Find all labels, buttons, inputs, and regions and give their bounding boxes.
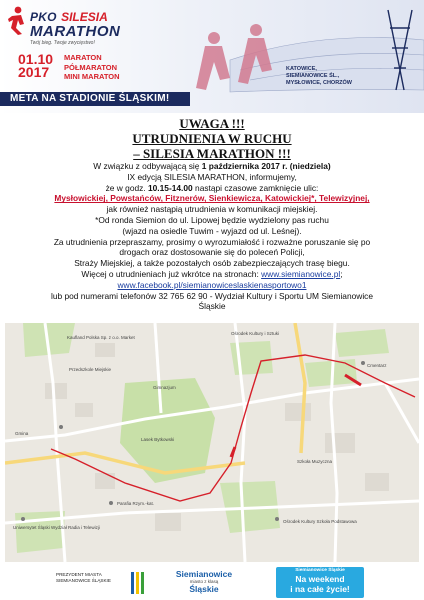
route-map — [5, 323, 419, 562]
notice-date: 1 października 2017 r. (niedziela) — [201, 161, 331, 171]
map-label: Przedszkole Miejskie — [69, 367, 112, 372]
map-label: Ośrodek Kultury i Sztuki — [231, 331, 280, 336]
notice-content — [6, 116, 418, 312]
map-label: Uniwersytet Śląski Wydział Radia i Telewizji — [13, 525, 100, 530]
brand-marathon: MARATHON — [30, 23, 121, 40]
mayor-logo — [56, 572, 144, 594]
city-line: KATOWICE, — [286, 66, 317, 72]
weekend-promo-city: Siemianowice Śląskie — [295, 568, 345, 573]
notice-line: Śląskie — [198, 301, 226, 312]
notice-hours: 10.15-14.00 — [147, 182, 193, 193]
notice-line: IX edycją SILESIA MARATHON, informujemy, — [127, 171, 297, 182]
city-line: MYSŁOWICE, CHORZÓW — [286, 80, 352, 86]
finish-line-banner: META NA STADIONIE ŚLĄSKIM! — [0, 92, 190, 106]
map-label: Ośrodek Kultury Szkoła Podstawowa — [283, 519, 357, 524]
brand-logo — [30, 8, 120, 46]
notice-text: W związku z odbywającą się — [93, 161, 202, 171]
siemianowice-logo — [175, 570, 233, 596]
notice-line — [6, 161, 418, 172]
city-website-link[interactable]: www.siemianowice.pl — [261, 268, 341, 279]
event-banner — [0, 0, 424, 113]
notice-line: jak również nastąpią utrudnienia w komunikacji miejskiej. — [106, 204, 318, 215]
siemianowice-logo-region: Śląskie — [189, 584, 219, 594]
event-date-day: 01.10 — [18, 51, 54, 67]
brand-tagline: Twój bieg. Twoje zwycięstwo! — [30, 40, 95, 46]
notice-line: (wjazd na osiedle Tuwim - wyjazd od ul. Leśnej). — [122, 225, 302, 236]
city-line: SIEMIANOWICE ŚL., — [286, 73, 340, 79]
notice-text: Więcej o utrudnieniach już wkrótce na stronach: — [81, 268, 262, 279]
event-date — [18, 53, 53, 79]
notice-line — [6, 183, 418, 194]
mayor-logo-line2: SIEMIANOWICE ŚLĄSKIE — [56, 578, 111, 583]
notice-heading-warning: UWAGA !!! — [179, 116, 245, 131]
notice-text: nastąpi czasowe zamknięcie ulic: — [192, 182, 319, 193]
weekend-promo-line2: i na całe życie! — [290, 584, 350, 594]
notice-line — [6, 280, 418, 291]
weekend-promo-logo — [276, 567, 364, 598]
sponsor-logos — [0, 564, 424, 600]
notice-line: Straży Miejskiej, a także pozostałych osób zabezpieczających trasę biegu. — [74, 258, 350, 269]
notice-line: drogach oraz dostosowanie się do poleceń Policji, — [119, 247, 305, 258]
map-label: Parafia Rzym.-kat. — [117, 501, 155, 506]
notice-line: Za utrudnienia przepraszamy, prosimy o wyrozumiałość i rozważne poruszanie się po — [53, 236, 371, 247]
notice-heading-event: – SILESIA MARATHON !!! — [133, 146, 291, 161]
map-label: Gmina — [15, 431, 29, 436]
event-category: MINI MARATON — [64, 72, 120, 81]
notice-line — [6, 269, 418, 280]
brand-silesia: SILESIA — [61, 10, 108, 24]
notice-text: że w godz. — [105, 182, 148, 193]
facebook-link[interactable]: www.facebook.pl/siemianowiceslaskienasportowo1 — [117, 279, 307, 290]
map-label: Lasek Bytkowski — [141, 437, 175, 442]
brand-pko: PKO — [30, 10, 57, 24]
notice-line: lub pod numerami telefonów 32 765 62 90 - Wydział Kultury i Sportu UM Siemianowice — [50, 290, 374, 301]
notice-line: *Od ronda Siemion do ul. Lipowej będzie wydzielony pas ruchu — [95, 214, 329, 225]
event-category: MARATON — [64, 53, 102, 62]
event-categories — [64, 53, 120, 82]
event-cities — [286, 66, 352, 87]
closed-streets: Mysłowickiej, Powstańców, Fitznerów, Sienkiewicza, Katowickiej*, Telewizyjnej, — [54, 193, 370, 204]
notice-text: ; — [340, 268, 343, 279]
map-label: Gimnazjum — [153, 385, 176, 390]
siemianowice-logo-name: Siemianowice — [175, 569, 233, 579]
map-label: Kaufland Polska Sp. z o.o. Market — [67, 335, 135, 340]
city-colors-icon — [130, 572, 146, 594]
route-map-graphic — [5, 323, 419, 562]
event-category: PÓŁMARATON — [64, 62, 118, 72]
map-label: Cmentarz — [367, 363, 387, 368]
notice-heading-traffic: UTRUDNIENIA W RUCHU — [132, 131, 292, 146]
runner-logo-icon — [6, 6, 28, 36]
event-date-year: 2017 — [18, 64, 50, 80]
map-label: Szkoła Muzyczna — [297, 459, 333, 464]
weekend-promo-line1: Na weekend — [295, 574, 345, 584]
mayor-logo-line1: PREZYDENT MIASTA — [56, 572, 102, 577]
siemianowice-logo-slogan: miasto z klasą — [189, 579, 219, 584]
